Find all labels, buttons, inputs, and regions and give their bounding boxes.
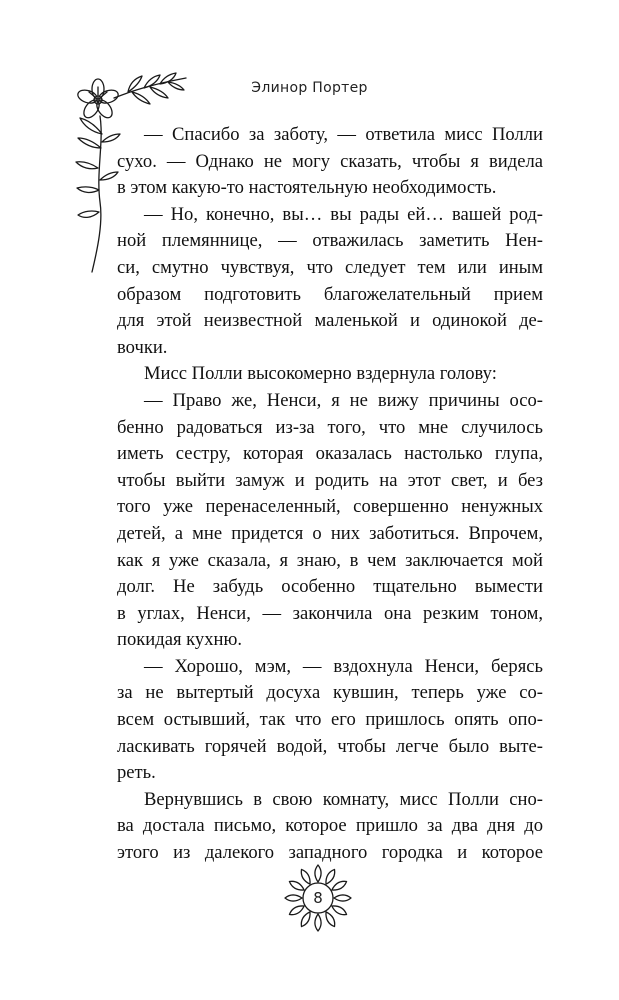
text-line: как я уже сказала, я знаю, в чем заключается мой	[117, 549, 543, 571]
text-line: всем остывший, так что его пришлось опять опо-	[117, 709, 543, 731]
text-line: Вернувшись в свою комнату, мисс Полли сно-	[144, 788, 543, 810]
text-line: в углах, Ненси, — закончила она резким тоном,	[117, 602, 543, 624]
text-line: реть.	[117, 762, 156, 784]
text-line: образом подготовить благожелательный прием	[117, 283, 543, 305]
text-line: для этой неизвестной маленькой и одинокой де-	[117, 310, 543, 332]
running-title: Элинор Портер	[251, 80, 368, 96]
text-line: — Спасибо за заботу, — ответила мисс Полли	[144, 124, 543, 145]
text-line: того уже перенаселенный, совершенно ненужных	[117, 496, 543, 518]
page-number-ornament	[282, 862, 354, 934]
text-line: ласкивать горячей водой, чтобы легче было выте-	[117, 735, 543, 757]
text-line: вочки.	[117, 336, 168, 358]
text-line: покидая кухню.	[117, 629, 242, 651]
text-line: чтобы выйти замуж и родить на этот свет, и без	[117, 469, 543, 491]
text-line: этого из далекого западного городка и которое	[117, 842, 543, 864]
text-line: в этом какую-то настоятельную необходимость.	[117, 177, 497, 199]
text-line: Мисс Полли высокомерно вздернула голову:	[144, 363, 497, 385]
text-line: си, смутно чувствуя, что следует тем или иным	[117, 256, 543, 278]
text-line: долг. Не забудь особенно тщательно вымести	[117, 576, 543, 598]
page-number: 8	[313, 889, 323, 907]
text-line: иметь сестру, которая оказалась настолько глупа,	[117, 443, 543, 465]
text-line: за не вытертый досуха кувшин, теперь уже со-	[117, 682, 543, 704]
text-line: сухо. — Однако не могу сказать, чтобы я видела	[117, 150, 543, 172]
text-line: — Право же, Ненси, я не вижу причины осо-	[144, 389, 543, 411]
text-line: бенно радоваться из-за того, что мне случилось	[117, 416, 543, 438]
text-line: — Но, конечно, вы… вы рады ей… вашей род-	[144, 203, 543, 225]
text-line: — Хорошо, мэм, — вздохнула Ненси, берясь	[144, 655, 543, 677]
text-line: ной племяннице, — отважилась заметить Нен-	[117, 230, 543, 252]
body-text	[117, 122, 543, 867]
text-line: детей, а мне придется о них заботиться. Впрочем,	[117, 522, 543, 544]
text-line: ва достала письмо, которое пришло за два дня до	[117, 815, 543, 837]
